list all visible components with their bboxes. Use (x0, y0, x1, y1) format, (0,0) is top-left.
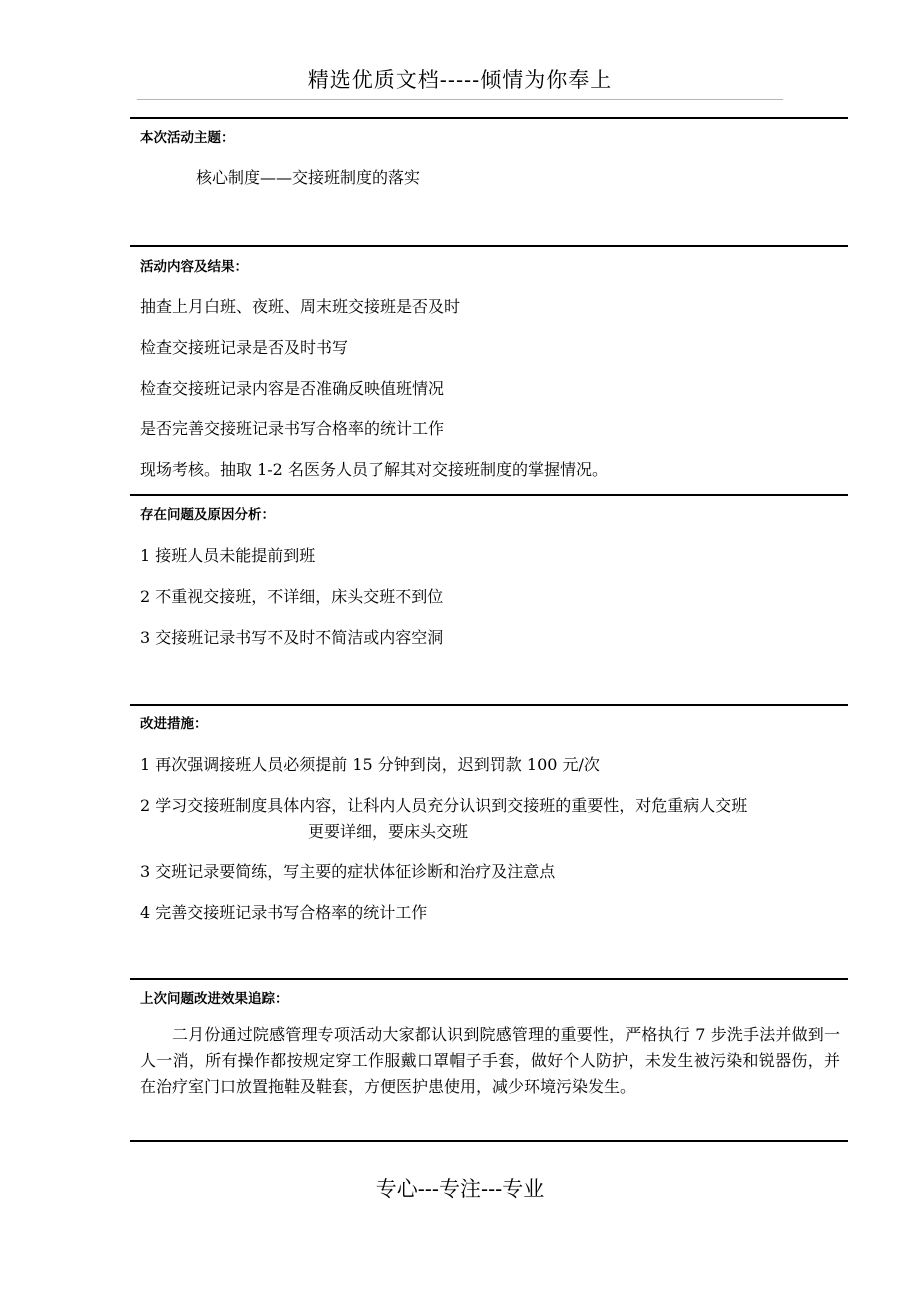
section-divider (130, 494, 848, 496)
section-divider (130, 1140, 848, 1142)
measures-item: 1 再次强调接班人员必须提前 15 分钟到岗，迟到罚款 100 元/次 (140, 755, 600, 774)
section-divider (130, 704, 848, 706)
theme-section-title: 本次活动主题： (140, 130, 235, 146)
section-divider (130, 117, 848, 119)
problems-item: 3 交接班记录书写不及时不简洁或内容空洞 (140, 628, 444, 647)
problems-item: 1 接班人员未能提前到班 (140, 546, 316, 565)
page-header: 精选优质文档-----倾情为你奉上 (307, 68, 613, 92)
section-divider (130, 978, 848, 980)
measures-item-continuation: 更要详细，要床头交班 (308, 822, 469, 841)
content-results-item: 检查交接班记录是否及时书写 (140, 338, 349, 357)
tracking-paragraph: 二月份通过院感管理专项活动大家都认识到院感管理的重要性，严格执行 7 步洗手法并做到一人一消，所有操作都按规定穿工作服戴口罩帽子手套，做好个人防护，未发生被污染和锐器伤，并在治疗室门口放置拖鞋及鞋套，方便医护患使用，减少环境污染发生。 (140, 1025, 840, 1096)
measures-section-title: 改进措施： (140, 716, 208, 732)
content-results-section-title: 活动内容及结果： (140, 259, 248, 275)
content-results-item: 是否完善交接班记录书写合格率的统计工作 (140, 419, 445, 438)
page-footer: 专心---专注---专业 (375, 1177, 545, 1201)
content-results-item: 现场考核。抽取 1-2 名医务人员了解其对交接班制度的掌握情况。 (140, 460, 608, 479)
content-results-item: 检查交接班记录内容是否准确反映值班情况 (140, 379, 445, 398)
measures-item: 2 学习交接班制度具体内容，让科内人员充分认识到交接班的重要性，对危重病人交班 (140, 796, 748, 815)
measures-item: 3 交班记录要简练，写主要的症状体征诊断和治疗及注意点 (140, 862, 556, 881)
content-results-item: 抽查上月白班、夜班、周末班交接班是否及时 (140, 297, 461, 316)
tracking-section-title: 上次问题改进效果追踪： (140, 991, 289, 1007)
problems-item: 2 不重视交接班，不详细，床头交班不到位 (140, 587, 444, 606)
problems-section-title: 存在问题及原因分析： (140, 507, 275, 523)
measures-item: 4 完善交接班记录书写合格率的统计工作 (140, 903, 428, 922)
theme-content: 核心制度——交接班制度的落实 (196, 168, 421, 187)
header-divider (137, 99, 783, 100)
section-divider (130, 245, 848, 247)
